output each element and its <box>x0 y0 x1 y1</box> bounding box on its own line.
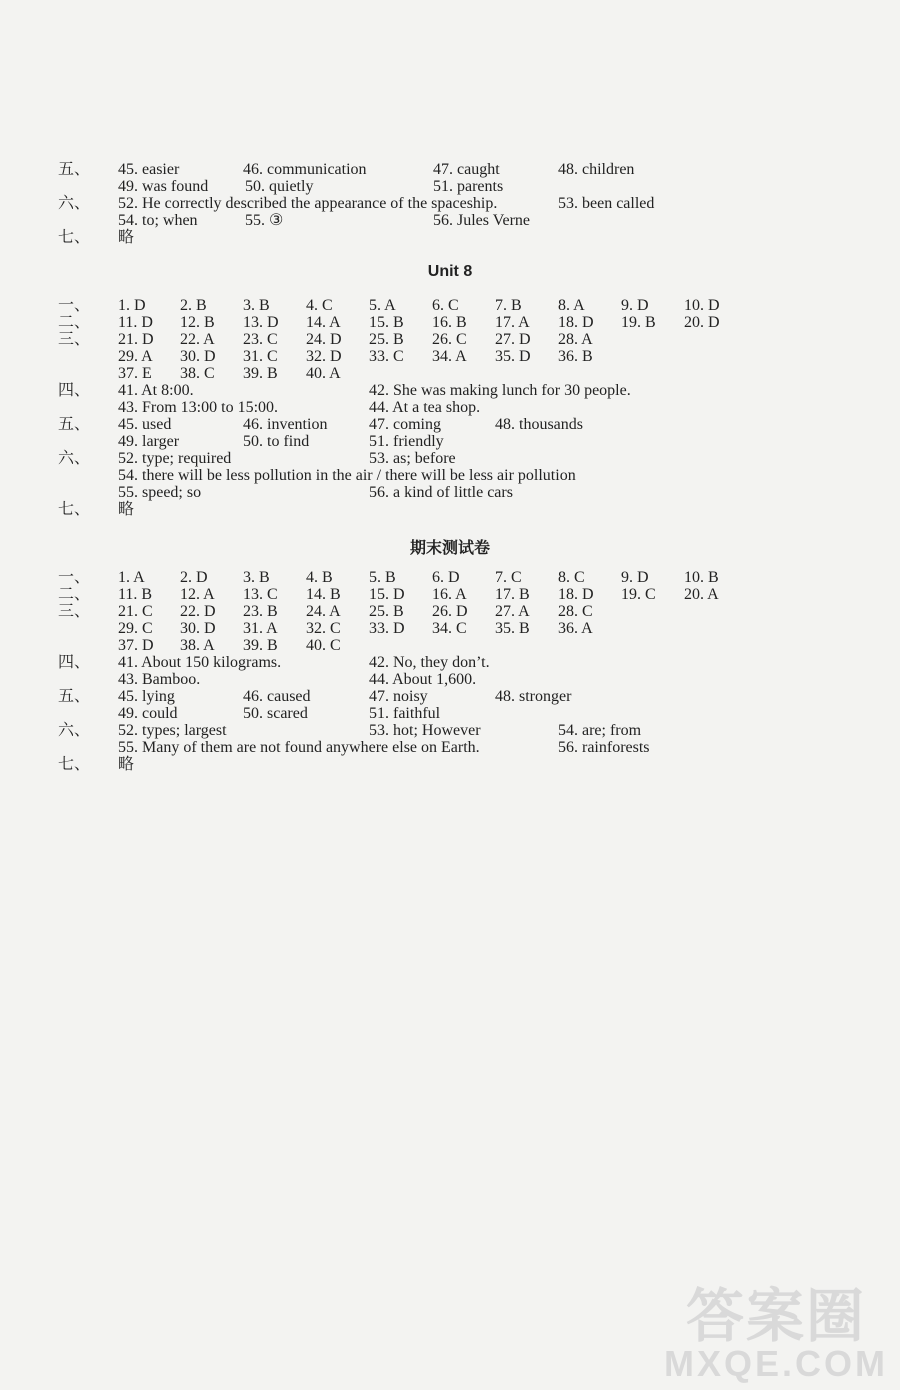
answer-item: 54. to; when <box>118 212 198 229</box>
answer-item: 35. B <box>495 620 530 637</box>
answer-item: 1. A <box>118 569 145 586</box>
question-section-label: 四、 <box>58 654 91 671</box>
question-section-label: 六、 <box>58 722 91 739</box>
question-section-label: 四、 <box>58 382 91 399</box>
answer-item: 44. About 1,600. <box>369 671 477 688</box>
answer-item: 51. friendly <box>369 433 444 450</box>
answer-item: 6. D <box>432 569 460 586</box>
answer-item: 53. been called <box>558 195 655 212</box>
answer-item: 39. B <box>243 637 278 654</box>
answer-item: 49. could <box>118 705 178 722</box>
answer-item: 18. D <box>558 314 594 331</box>
answer-item: 46. invention <box>243 416 328 433</box>
answer-item: 13. D <box>243 314 279 331</box>
answer-item: 45. easier <box>118 161 180 178</box>
answer-item: 15. B <box>369 314 404 331</box>
answer-item: 19. C <box>621 586 656 603</box>
answer-item: 43. From 13:00 to 15:00. <box>118 399 279 416</box>
answer-item: 12. A <box>180 586 215 603</box>
answer-item: 9. D <box>621 297 649 314</box>
answer-item: 46. caused <box>243 688 311 705</box>
watermark-top-text: 答案圈 <box>685 1284 866 1349</box>
question-section-label: 三、 <box>58 331 91 348</box>
answer-item: 53. hot; However <box>369 722 481 739</box>
answer-item: 47. noisy <box>369 688 428 705</box>
answer-item: 55. Many of them are not found anywhere else on Earth. <box>118 739 480 756</box>
answer-item: 51. faithful <box>369 705 441 722</box>
answer-item: 19. B <box>621 314 656 331</box>
answer-item: 26. D <box>432 603 468 620</box>
answer-item: 48. children <box>558 161 635 178</box>
answer-item: 29. C <box>118 620 153 637</box>
answer-item: 48. thousands <box>495 416 583 433</box>
answer-item: 25. B <box>369 331 404 348</box>
answer-item: 22. D <box>180 603 216 620</box>
question-section-label: 六、 <box>58 195 91 212</box>
answer-item: 56. Jules Verne <box>433 212 531 229</box>
answer-item: 14. B <box>306 586 341 603</box>
answer-item: 37. D <box>118 637 154 654</box>
answer-item: 38. A <box>180 637 215 654</box>
answer-item: 33. D <box>369 620 405 637</box>
answer-item: 45. lying <box>118 688 175 705</box>
answer-item: 34. C <box>432 620 467 637</box>
answer-item: 20. A <box>684 586 719 603</box>
answer-item: 52. types; largest <box>118 722 227 739</box>
answer-item: 30. D <box>180 620 216 637</box>
answer-item: 26. C <box>432 331 467 348</box>
question-section-label: 三、 <box>58 603 91 620</box>
question-section-label: 一、 <box>58 569 91 586</box>
answer-item: 32. C <box>306 620 341 637</box>
answer-item: 25. B <box>369 603 404 620</box>
answer-item: 21. C <box>118 603 153 620</box>
answer-item: 42. She was making lunch for 30 people. <box>369 382 631 399</box>
answer-item: 46. communication <box>243 161 367 178</box>
answer-item: 16. B <box>432 314 467 331</box>
answer-item: 47. caught <box>433 161 500 178</box>
answer-item: 14. A <box>306 314 341 331</box>
answer-item: 9. D <box>621 569 649 586</box>
answer-item: 41. About 150 kilograms. <box>118 654 282 671</box>
answer-item: 51. parents <box>433 178 504 195</box>
answer-item: 18. D <box>558 586 594 603</box>
answer-item: 3. B <box>243 569 270 586</box>
answer-item: 17. A <box>495 314 530 331</box>
answer-item: 7. C <box>495 569 522 586</box>
answer-item: 36. A <box>558 620 593 637</box>
answer-item: 33. C <box>369 348 404 365</box>
section-heading: Unit 8 <box>427 263 473 280</box>
answer-item: 38. C <box>180 365 215 382</box>
question-section-label: 一、 <box>58 297 91 314</box>
answer-item: 55. speed; so <box>118 484 202 501</box>
answer-item: 24. A <box>306 603 341 620</box>
answer-item: 48. stronger <box>495 688 572 705</box>
answer-item: 50. quietly <box>245 178 314 195</box>
answer-item: 56. a kind of little cars <box>369 484 513 501</box>
answer-item: 8. C <box>558 569 585 586</box>
question-section-label: 五、 <box>58 416 91 433</box>
answer-item: 43. Bamboo. <box>118 671 201 688</box>
answer-item: 略 <box>118 229 135 246</box>
answer-item: 2. B <box>180 297 207 314</box>
answer-item: 22. A <box>180 331 215 348</box>
answer-item: 44. At a tea shop. <box>369 399 481 416</box>
answer-item: 52. He correctly described the appearance of the spaceship. <box>118 195 498 212</box>
answer-item: 37. E <box>118 365 152 382</box>
answer-item: 10. B <box>684 569 719 586</box>
answer-item: 7. B <box>495 297 522 314</box>
answer-item: 17. B <box>495 586 530 603</box>
question-section-label: 五、 <box>58 688 91 705</box>
answer-item: 29. A <box>118 348 153 365</box>
answer-item: 27. A <box>495 603 530 620</box>
answer-item: 4. C <box>306 297 333 314</box>
answer-item: 54. are; from <box>558 722 642 739</box>
answer-item: 24. D <box>306 331 342 348</box>
answer-item: 28. C <box>558 603 593 620</box>
answer-item: 36. B <box>558 348 593 365</box>
answer-item: 49. larger <box>118 433 180 450</box>
answer-item: 40. C <box>306 637 341 654</box>
answer-item: 13. C <box>243 586 278 603</box>
answer-item: 34. A <box>432 348 467 365</box>
answer-item: 20. D <box>684 314 720 331</box>
answer-item: 50. to find <box>243 433 310 450</box>
answer-item: 45. used <box>118 416 172 433</box>
answer-item: 31. A <box>243 620 278 637</box>
question-section-label: 五、 <box>58 161 91 178</box>
answer-item: 55. ③ <box>245 212 284 229</box>
question-section-label: 二、 <box>58 314 91 331</box>
watermark-logo <box>663 1284 888 1384</box>
answer-item: 23. B <box>243 603 278 620</box>
answer-item: 42. No, they don’t. <box>369 654 490 671</box>
answer-item: 11. D <box>118 314 153 331</box>
answer-item: 32. D <box>306 348 342 365</box>
answer-item: 27. D <box>495 331 531 348</box>
answer-item: 6. C <box>432 297 459 314</box>
answer-item: 49. was found <box>118 178 209 195</box>
answer-item: 35. D <box>495 348 531 365</box>
answer-item: 21. D <box>118 331 154 348</box>
answer-item: 31. C <box>243 348 278 365</box>
answer-item: 3. B <box>243 297 270 314</box>
answer-item: 54. there will be less pollution in the air / there will be less air pollution <box>118 467 576 484</box>
answer-item: 2. D <box>180 569 208 586</box>
answer-item: 30. D <box>180 348 216 365</box>
answer-item: 41. At 8:00. <box>118 382 194 399</box>
watermark-bottom-text: MXQE.COM <box>663 1343 888 1384</box>
section-heading: 期末测试卷 <box>409 540 490 557</box>
answer-item: 23. C <box>243 331 278 348</box>
answer-item: 16. A <box>432 586 467 603</box>
question-section-label: 七、 <box>58 501 91 518</box>
answer-item: 47. coming <box>369 416 441 433</box>
answer-item: 5. A <box>369 297 396 314</box>
answer-item: 4. B <box>306 569 333 586</box>
question-section-label: 二、 <box>58 586 91 603</box>
answer-item: 40. A <box>306 365 341 382</box>
answer-item: 12. B <box>180 314 215 331</box>
answer-item: 50. scared <box>243 705 308 722</box>
answer-item: 39. B <box>243 365 278 382</box>
answer-item: 略 <box>118 756 135 773</box>
answer-item: 52. type; required <box>118 450 232 467</box>
question-section-label: 七、 <box>58 229 91 246</box>
answer-item: 8. A <box>558 297 585 314</box>
answer-item: 1. D <box>118 297 146 314</box>
answer-item: 略 <box>118 501 135 518</box>
question-section-label: 六、 <box>58 450 91 467</box>
answer-item: 15. D <box>369 586 405 603</box>
answer-item: 11. B <box>118 586 153 603</box>
answer-item: 5. B <box>369 569 396 586</box>
answer-item: 53. as; before <box>369 450 456 467</box>
answer-item: 10. D <box>684 297 720 314</box>
answer-item: 56. rainforests <box>558 739 650 756</box>
answer-item: 28. A <box>558 331 593 348</box>
question-section-label: 七、 <box>58 756 91 773</box>
